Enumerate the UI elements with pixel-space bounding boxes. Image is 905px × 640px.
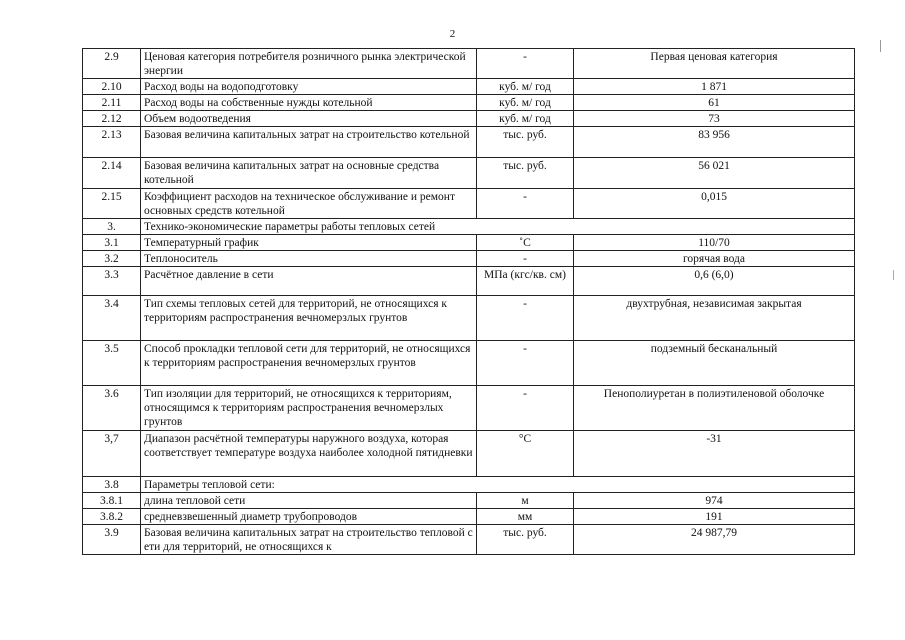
parameter-name: Температурный график	[141, 235, 477, 251]
parameter-name: средневзвешенный диаметр трубопроводов	[141, 509, 477, 525]
parameter-name: Теплоноситель	[141, 251, 477, 267]
value-cell: горячая вода	[574, 251, 855, 267]
parameter-name: Тип схемы тепловых сетей для территорий, не относящихся к территориям распространения вечномерзлых грунтов	[141, 296, 477, 341]
table-row	[83, 235, 855, 251]
value-cell: двухтрубная, независимая закрытая	[574, 296, 855, 341]
value-cell: 1 871	[574, 79, 855, 95]
unit-cell: мм	[477, 509, 574, 525]
unit-cell: -	[477, 296, 574, 341]
table-row	[83, 296, 855, 341]
value-cell: 61	[574, 95, 855, 111]
row-number: 2.13	[83, 127, 141, 158]
row-number: 3.8.1	[83, 493, 141, 509]
table-row	[83, 251, 855, 267]
table-row	[83, 95, 855, 111]
row-number: 3.	[83, 219, 141, 235]
unit-cell: -	[477, 49, 574, 79]
row-number: 3.3	[83, 267, 141, 296]
unit-cell: куб. м/ год	[477, 95, 574, 111]
unit-cell: °С	[477, 431, 574, 477]
row-number: 3.4	[83, 296, 141, 341]
margin-mark	[880, 40, 881, 52]
value-cell: 83 956	[574, 127, 855, 158]
row-number: 2.10	[83, 79, 141, 95]
unit-cell: -	[477, 341, 574, 386]
table-row	[83, 477, 855, 493]
unit-cell: -	[477, 386, 574, 431]
value-cell: 0,6 (6,0)	[574, 267, 855, 296]
value-cell: 110/70	[574, 235, 855, 251]
unit-cell: -	[477, 251, 574, 267]
unit-cell: тыс. руб.	[477, 158, 574, 189]
parameter-name: Диапазон расчётной температуры наружного воздуха, которая соответствует температуре воздуха наиболее холодной пятидневки	[141, 431, 477, 477]
unit-cell: МПа (кгс/кв. см)	[477, 267, 574, 296]
parameter-name: Ценовая категория потребителя розничного рынка электрической энергии	[141, 49, 477, 79]
table-row	[83, 158, 855, 189]
parameter-name: Объем водоотведения	[141, 111, 477, 127]
margin-mark	[893, 270, 894, 280]
row-number: 3.6	[83, 386, 141, 431]
value-cell: подземный бесканальный	[574, 341, 855, 386]
table-row	[83, 49, 855, 79]
unit-cell: куб. м/ год	[477, 111, 574, 127]
parameter-name: Тип изоляции для территорий, не относящихся к территориям, относящимся к территориям распространения вечномерзлых грунтов	[141, 386, 477, 431]
parameter-name: Базовая величина капитальных затрат на строительство котельной	[141, 127, 477, 158]
unit-cell: куб. м/ год	[477, 79, 574, 95]
unit-cell: м	[477, 493, 574, 509]
row-number: 3.8.2	[83, 509, 141, 525]
row-number: 2.12	[83, 111, 141, 127]
section-heading: Параметры тепловой сети:	[141, 477, 855, 493]
table-row	[83, 219, 855, 235]
table-row	[83, 127, 855, 158]
parameter-name: Способ прокладки тепловой сети для территорий, не относящихся к территориям распространения вечномерзлых грунтов	[141, 341, 477, 386]
value-cell: 191	[574, 509, 855, 525]
table-row	[83, 386, 855, 431]
table-row	[83, 525, 855, 555]
parameters-table	[82, 48, 855, 555]
row-number: 2.9	[83, 49, 141, 79]
parameter-name: длина тепловой сети	[141, 493, 477, 509]
row-number: 3.8	[83, 477, 141, 493]
value-cell: 56 021	[574, 158, 855, 189]
value-cell: 974	[574, 493, 855, 509]
row-number: 3.1	[83, 235, 141, 251]
parameter-name: Расход воды на собственные нужды котельной	[141, 95, 477, 111]
row-number: 3.2	[83, 251, 141, 267]
value-cell: 24 987,79	[574, 525, 855, 555]
section-heading: Технико-экономические параметры работы тепловых сетей	[141, 219, 855, 235]
unit-cell: тыс. руб.	[477, 127, 574, 158]
table-row	[83, 509, 855, 525]
parameters-table-body	[83, 49, 855, 555]
row-number: 2.14	[83, 158, 141, 189]
parameter-name: Расчётное давление в сети	[141, 267, 477, 296]
table-row	[83, 79, 855, 95]
unit-cell: ˚С	[477, 235, 574, 251]
parameter-name: Базовая величина капитальных затрат на строительство тепловой с ети для территорий, не относящихся к	[141, 525, 477, 555]
value-cell: Первая ценовая категория	[574, 49, 855, 79]
value-cell: Пенополиуретан в полиэтиленовой оболочке	[574, 386, 855, 431]
parameter-name: Коэффициент расходов на техническое обслуживание и ремонт основных средств котельной	[141, 189, 477, 219]
row-number: 3.9	[83, 525, 141, 555]
value-cell: 0,015	[574, 189, 855, 219]
table-row	[83, 111, 855, 127]
row-number: 2.15	[83, 189, 141, 219]
row-number: 2.11	[83, 95, 141, 111]
value-cell: -31	[574, 431, 855, 477]
row-number: 3,7	[83, 431, 141, 477]
table-row	[83, 189, 855, 219]
table-row	[83, 493, 855, 509]
value-cell: 73	[574, 111, 855, 127]
table-row	[83, 431, 855, 477]
table-row	[83, 341, 855, 386]
table-row	[83, 267, 855, 296]
parameter-name: Базовая величина капитальных затрат на основные средства котельной	[141, 158, 477, 189]
unit-cell: -	[477, 189, 574, 219]
page-number: 2	[449, 28, 456, 40]
unit-cell: тыс. руб.	[477, 525, 574, 555]
parameter-name: Расход воды на водоподготовку	[141, 79, 477, 95]
row-number: 3.5	[83, 341, 141, 386]
